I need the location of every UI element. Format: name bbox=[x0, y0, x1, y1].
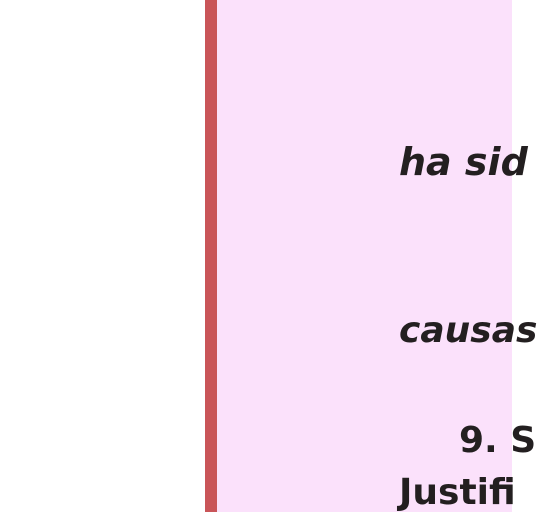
text-line-2: causas bbox=[399, 310, 537, 351]
text-line-1: ha sid bbox=[399, 140, 528, 184]
text-line-4: Justifi bbox=[399, 472, 516, 513]
section-heading: 9. S bbox=[459, 420, 537, 461]
side-bar bbox=[205, 0, 217, 512]
left-margin bbox=[0, 0, 205, 512]
highlighted-panel bbox=[217, 0, 537, 513]
